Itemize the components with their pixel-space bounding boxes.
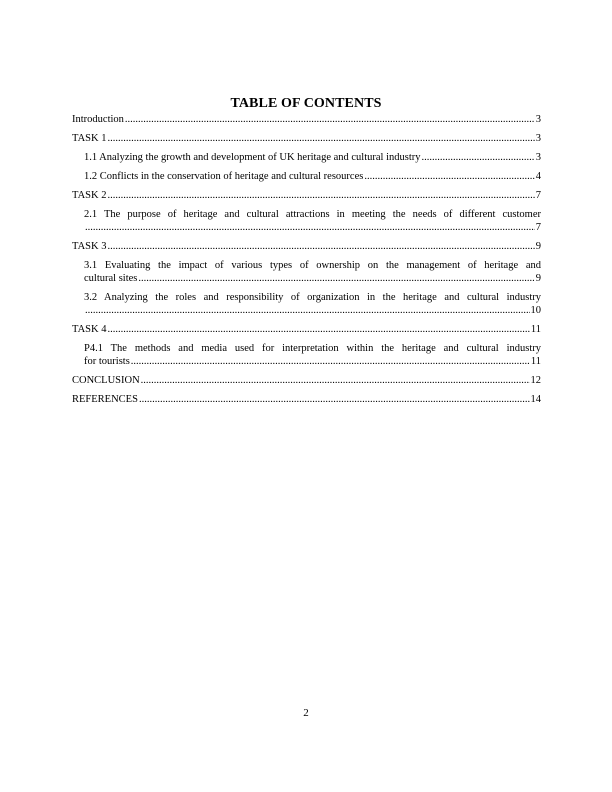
toc-entry-label-continued: cultural sites (84, 273, 138, 284)
toc-entry-page: 10 (530, 305, 541, 316)
toc-entry-page: 7 (535, 190, 541, 201)
dot-leader (107, 240, 534, 253)
toc-entry-label: 2.1 The purpose of heritage and cultural attractions in meeting the needs of different customer (84, 209, 541, 220)
table-of-contents (72, 113, 541, 412)
dot-leader (139, 393, 530, 406)
toc-entry-1-2[interactable] (72, 170, 541, 183)
toc-entry-label-continued: for tourists (84, 356, 130, 367)
toc-entry-label: TASK 2 (72, 190, 107, 201)
dot-leader (131, 355, 530, 368)
toc-entry-page: 3 (535, 114, 541, 125)
toc-entry-task-2[interactable] (72, 189, 541, 202)
toc-entry-page: 12 (530, 375, 541, 386)
toc-entry-label: 3.2 Analyzing the roles and responsibility of organization in the heritage and cultural industry (84, 292, 541, 303)
toc-entry-references[interactable] (72, 393, 541, 406)
toc-entry-label: REFERENCES (72, 394, 138, 405)
dot-leader (422, 151, 535, 164)
dot-leader (364, 170, 534, 183)
toc-entry-page: 7 (535, 222, 541, 233)
toc-entry-page: 3 (535, 152, 541, 163)
toc-entry-page: 11 (530, 356, 541, 367)
toc-entry-task-1[interactable] (72, 132, 541, 145)
toc-entry-p4-1[interactable] (72, 342, 541, 368)
toc-entry-conclusion[interactable] (72, 374, 541, 387)
dot-leader (85, 221, 535, 234)
toc-entry-page: 14 (530, 394, 541, 405)
dot-leader (138, 272, 534, 285)
toc-title: TABLE OF CONTENTS (230, 96, 382, 111)
toc-entry-2-1[interactable] (72, 208, 541, 234)
page-number: 2 (303, 707, 309, 719)
toc-entry-label: TASK 1 (72, 133, 107, 144)
toc-entry-label: Introduction (72, 114, 124, 125)
toc-entry-page: 9 (535, 241, 541, 252)
dot-leader (141, 374, 530, 387)
dot-leader (85, 304, 530, 317)
dot-leader (125, 113, 535, 126)
toc-entry-introduction[interactable] (72, 113, 541, 126)
toc-entry-label: 1.2 Conflicts in the conservation of heritage and cultural resources (84, 171, 364, 182)
toc-entry-page: 3 (535, 133, 541, 144)
toc-entry-page: 11 (530, 324, 541, 335)
toc-entry-label: TASK 4 (72, 324, 107, 335)
toc-entry-task-3[interactable] (72, 240, 541, 253)
toc-entry-3-2[interactable] (72, 291, 541, 317)
toc-entry-label: TASK 3 (72, 241, 107, 252)
toc-entry-label: P4.1 The methods and media used for interpretation within the heritage and cultural industry (84, 343, 541, 354)
toc-entry-3-1[interactable] (72, 259, 541, 285)
toc-entry-label: 1.1 Analyzing the growth and development of UK heritage and cultural industry (84, 152, 421, 163)
toc-entry-label: CONCLUSION (72, 375, 140, 386)
dot-leader (107, 323, 529, 336)
dot-leader (107, 189, 534, 202)
toc-entry-task-4[interactable] (72, 323, 541, 336)
toc-entry-1-1[interactable] (72, 151, 541, 164)
dot-leader (107, 132, 534, 145)
toc-entry-page: 9 (535, 273, 541, 284)
toc-entry-label: 3.1 Evaluating the impact of various types of ownership on the management of heritage and (84, 260, 541, 271)
toc-entry-page: 4 (535, 171, 541, 182)
